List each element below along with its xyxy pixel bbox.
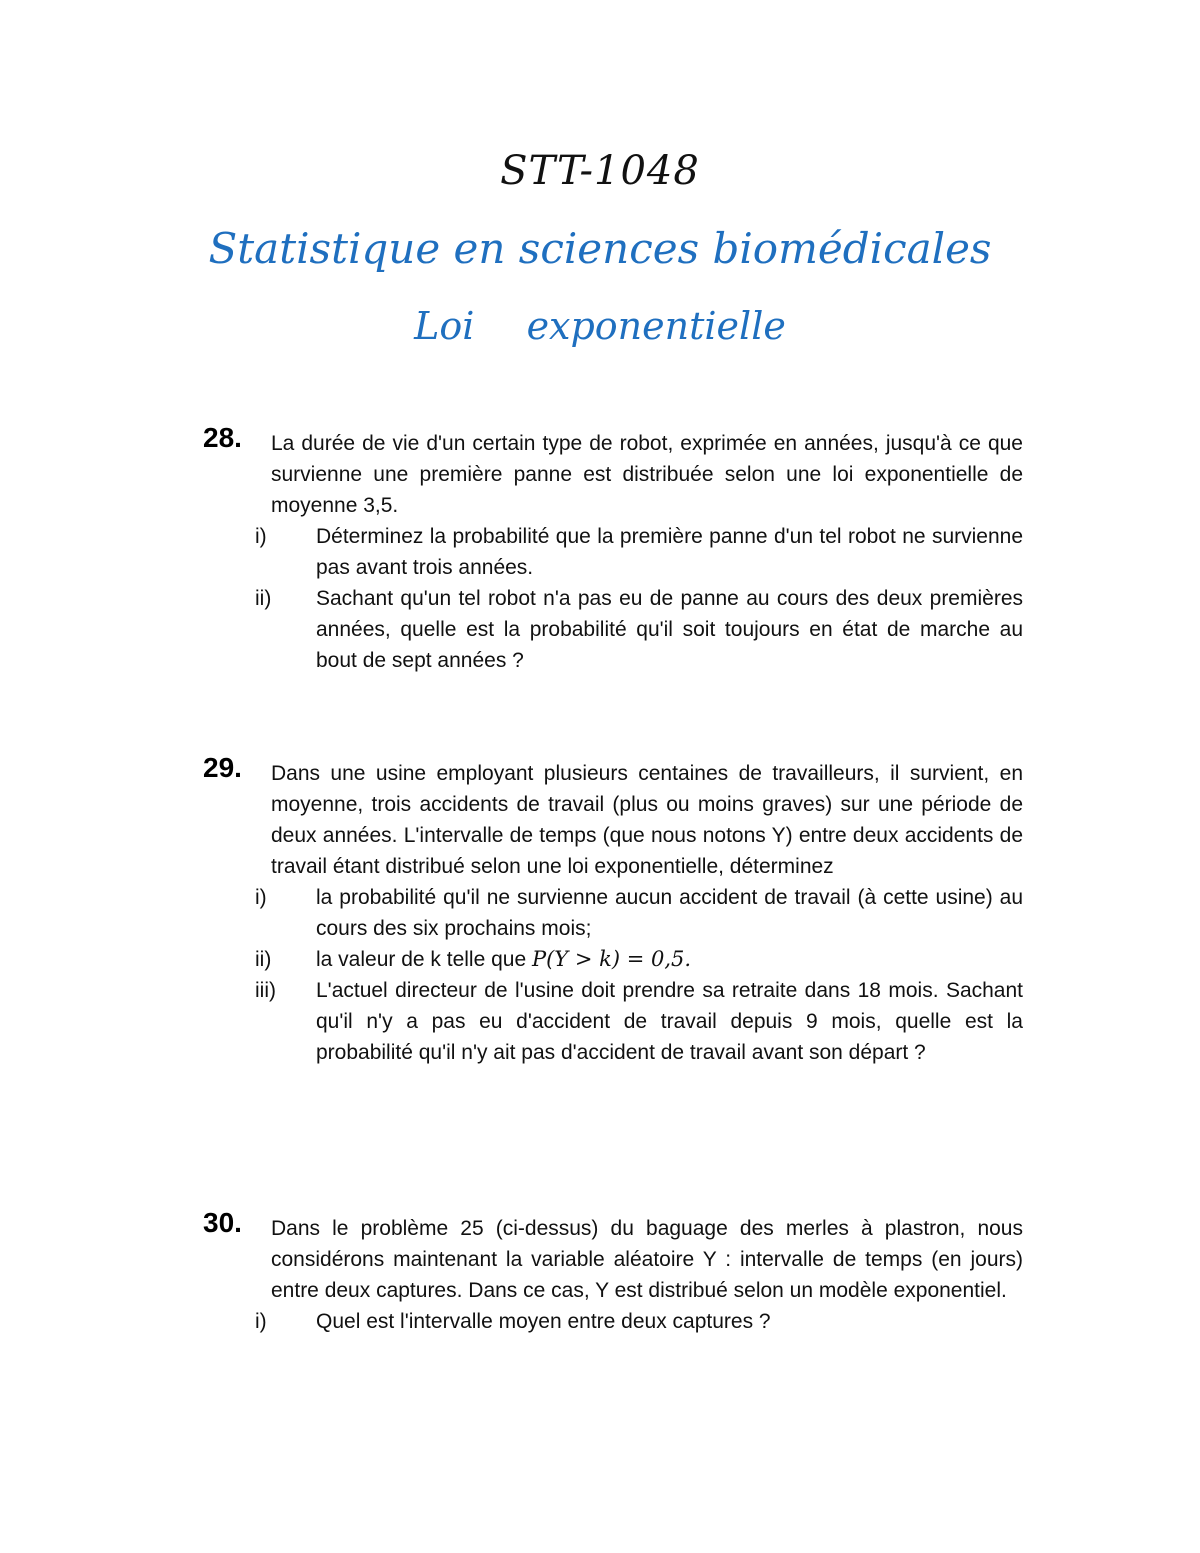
problem-number: 30. bbox=[203, 1207, 242, 1238]
item-text: la probabilité qu'il ne survienne aucun accident de travail (à cette usine) au cours des six prochains mois; bbox=[316, 886, 1023, 940]
problem-28 bbox=[203, 422, 1023, 676]
course-code: STT-1048 bbox=[500, 148, 700, 194]
item-marker: ii) bbox=[255, 948, 272, 971]
problem-item bbox=[255, 882, 1023, 944]
course-title: Statistique en sciences biomédicales bbox=[208, 224, 992, 273]
item-marker: i) bbox=[255, 886, 267, 909]
problem-item bbox=[255, 583, 1023, 676]
problem-item bbox=[255, 1306, 1023, 1337]
problem-statement: Dans le problème 25 (ci-dessus) du baguage des merles à plastron, nous considérons maintenant la variable aléatoire Y : intervalle de temps (en jours) entre deux captures. Dans ce cas, Y est distribué selon un modèle exponentiel. bbox=[271, 1217, 1023, 1302]
item-marker: iii) bbox=[255, 979, 276, 1002]
item-marker: ii) bbox=[255, 587, 272, 610]
item-text: Sachant qu'un tel robot n'a pas eu de panne au cours des deux premières années, quelle est la probabilité qu'il soit toujours en état de marche au bout de sept années ? bbox=[316, 587, 1023, 672]
problem-29 bbox=[203, 752, 1023, 1068]
problem-item bbox=[255, 521, 1023, 583]
item-marker: i) bbox=[255, 1310, 267, 1333]
item-text: L'actuel directeur de l'usine doit prendre sa retraite dans 18 mois. Sachant qu'il n'y a pas eu d'accident de travail depuis 9 mois, quelle est la probabilité qu'il n'y ait pas d'accident de travail avant son départ ? bbox=[316, 979, 1023, 1064]
item-text-with-math bbox=[316, 944, 1023, 975]
problem-item bbox=[255, 975, 1023, 1068]
math-expression: P(Y > k) = 0,5. bbox=[531, 947, 692, 971]
item-text: Déterminez la probabilité que la première panne d'un tel robot ne survienne pas avant trois années. bbox=[316, 525, 1023, 579]
problem-statement: La durée de vie d'un certain type de robot, exprimée en années, jusqu'à ce que survienne une première panne est distribuée selon une loi exponentielle de moyenne 3,5. bbox=[271, 432, 1023, 517]
problem-statement: Dans une usine employant plusieurs centaines de travailleurs, il survient, en moyenne, trois accidents de travail (plus ou moins graves) sur une période de deux années. L'intervalle de temps (que nous notons Y) entre deux accidents de travail étant distribué selon une loi exponentielle, déterminez bbox=[271, 762, 1023, 878]
item-text: Quel est l'intervalle moyen entre deux captures ? bbox=[316, 1310, 771, 1333]
problem-number: 29. bbox=[203, 752, 242, 783]
problem-item bbox=[255, 944, 1023, 975]
problem-number: 28. bbox=[203, 422, 242, 453]
problem-30 bbox=[203, 1207, 1023, 1337]
item-text: la valeur de k telle que bbox=[316, 948, 527, 971]
item-marker: i) bbox=[255, 525, 267, 548]
chapter-title: Loi exponentielle bbox=[414, 304, 786, 348]
